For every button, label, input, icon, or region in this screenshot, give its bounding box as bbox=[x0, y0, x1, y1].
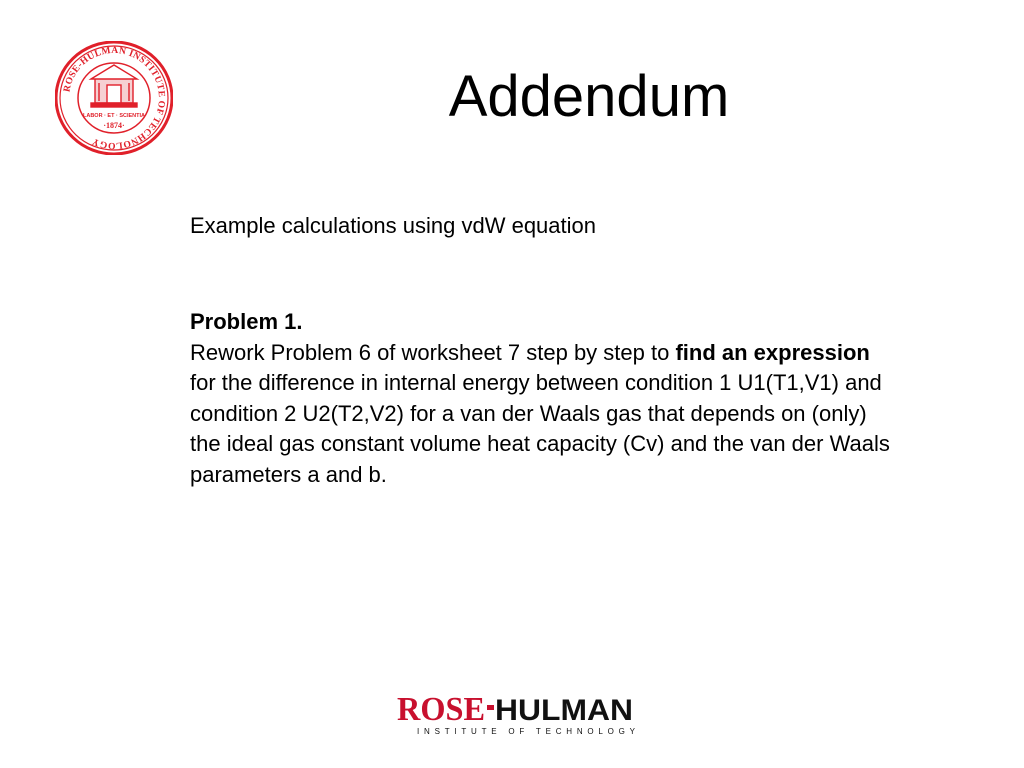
wordmark-tagline: INSTITUTE OF TECHNOLOGY bbox=[417, 727, 635, 736]
slide-subtitle: Example calculations using vdW equation bbox=[190, 213, 597, 238]
seal-ring-text: ROSE-HULMAN INSTITUTE OF TECHNOLOGY bbox=[62, 45, 167, 151]
problem-text-before: Rework Problem 6 of worksheet 7 step by step to bbox=[190, 339, 676, 365]
problem-text-after: for the difference in internal energy between condition 1 U1(T1,V1) and condition 2 U2(T2,V2) for a van der Waals gas that depends on (only) the ideal gas constant volume heat capacity (Cv) and the van der Waals parameters a and b. bbox=[190, 370, 890, 487]
wordmark-hyphen bbox=[487, 705, 494, 710]
seal-motto: LABOR · ET · SCIENTIA bbox=[82, 113, 146, 119]
problem-heading: Problem 1. bbox=[190, 309, 303, 334]
rose-hulman-wordmark-logo bbox=[395, 688, 637, 736]
seal-year: ·1874· bbox=[103, 121, 125, 130]
wordmark-rose: ROSE bbox=[397, 691, 485, 728]
slide-title: Addendum bbox=[448, 64, 730, 129]
problem-block bbox=[190, 307, 890, 490]
wordmark-hulman: HULMAN bbox=[495, 694, 633, 727]
problem-bold-phrase: find an expression bbox=[675, 339, 870, 365]
